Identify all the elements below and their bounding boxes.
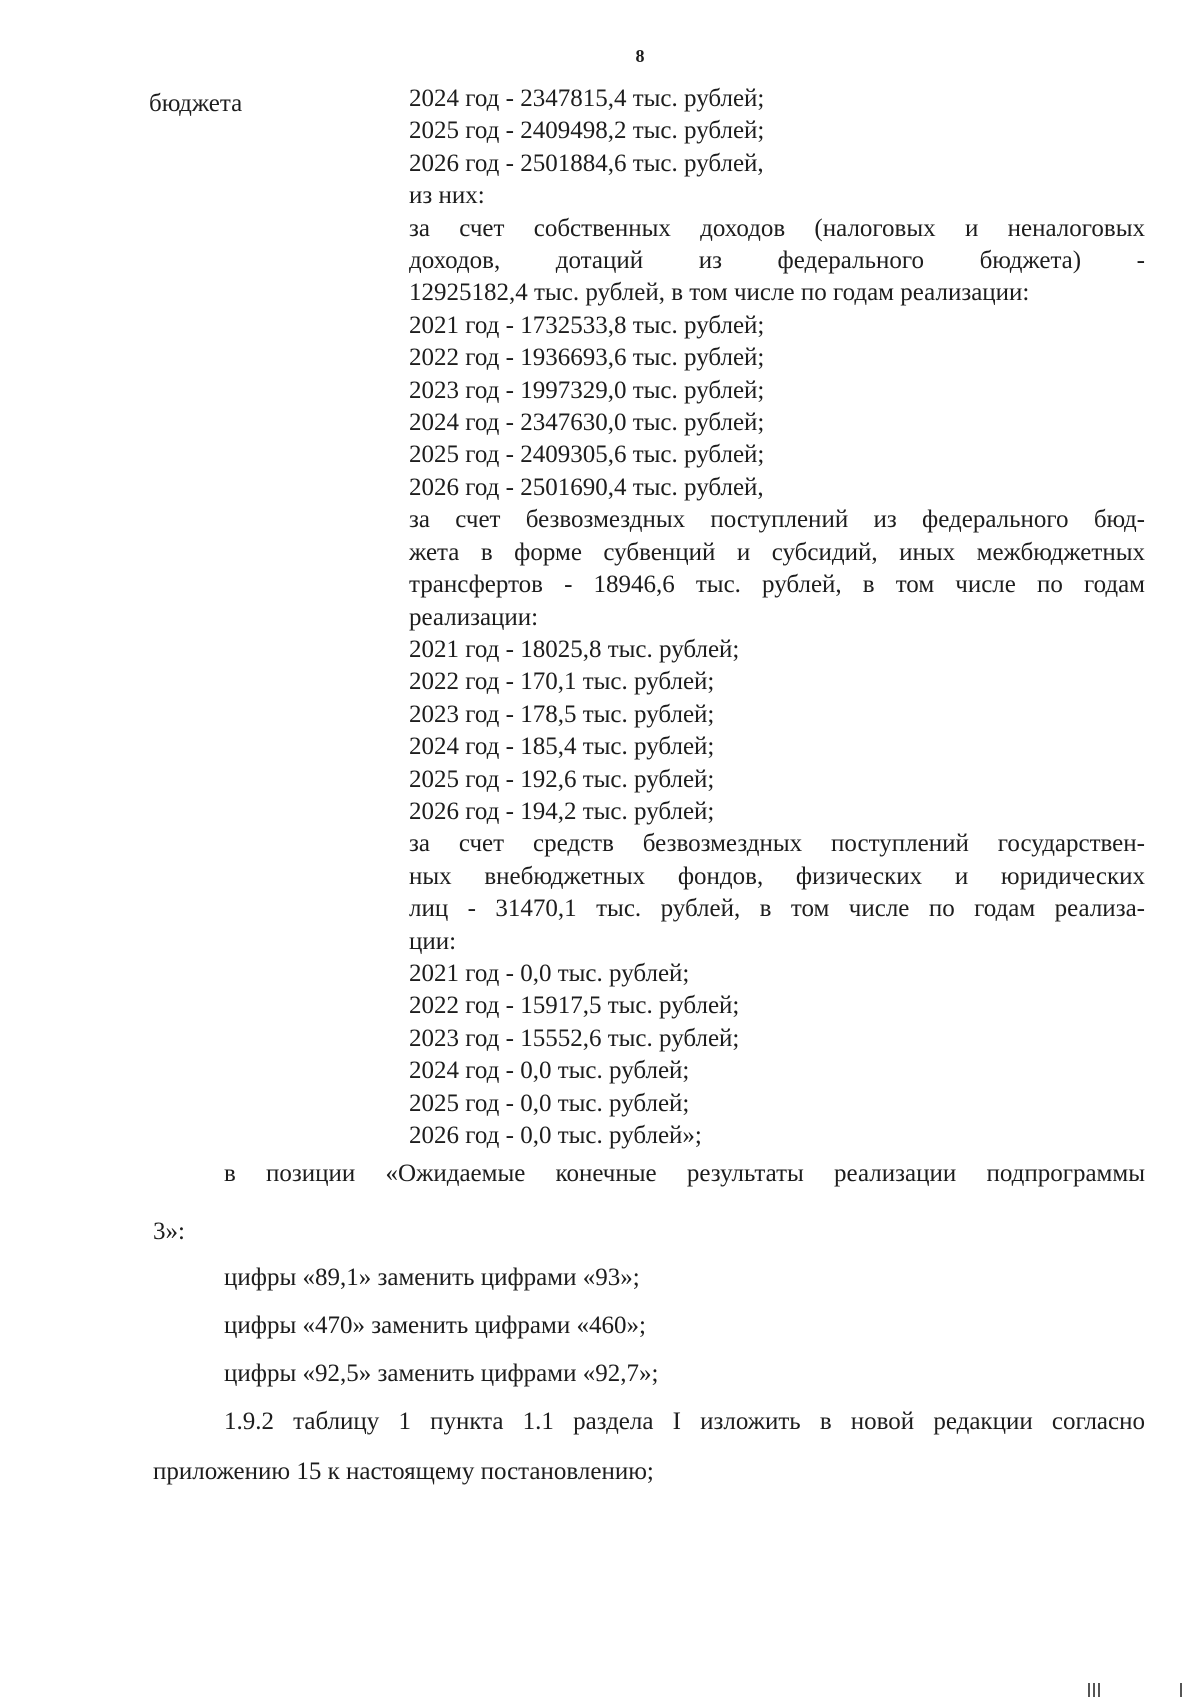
year-line: 2025 год - 192,6 тыс. рублей;: [409, 765, 715, 793]
scan-edge-mark: [1088, 1683, 1090, 1697]
year-line: 2023 год - 1997329,0 тыс. рублей;: [409, 376, 765, 404]
year-line: 2023 год - 178,5 тыс. рублей;: [409, 700, 715, 728]
item-paragraph-line-2: приложению 15 к настоящему постановлению;: [153, 1458, 654, 1485]
extrabudgetary-funds-section: [409, 828, 1145, 1152]
year-line: 2024 год - 2347630,0 тыс. рублей;: [409, 409, 765, 437]
year-line: 2026 год - 2501690,4 тыс. рублей,: [409, 473, 764, 501]
text-line: за счет средств безвозмездных поступлений государствен-: [409, 830, 1145, 858]
left-column-label: бюджета: [149, 90, 243, 117]
year-line: 2024 год - 0,0 тыс. рублей;: [409, 1057, 690, 1085]
year-line: 2022 год - 1936693,6 тыс. рублей;: [409, 344, 765, 372]
total-budget-lines: [409, 83, 1145, 213]
replacement-item: цифры «470» заменить цифрами «460»;: [224, 1312, 646, 1339]
replacement-item: цифры «89,1» заменить цифрами «93»;: [224, 1264, 640, 1291]
position-paragraph-line-1: в позиции «Ожидаемые конечные результаты реализации подпрограммы: [224, 1160, 1145, 1187]
text-line: лиц - 31470,1 тыс. рублей, в том числе по годам реализа-: [409, 895, 1145, 923]
financing-details-column: [409, 83, 1145, 1152]
year-line: 2023 год - 15552,6 тыс. рублей;: [409, 1024, 740, 1052]
year-line: 2025 год - 0,0 тыс. рублей;: [409, 1089, 690, 1117]
text-line: 2025 год - 2409498,2 тыс. рублей;: [409, 117, 765, 145]
year-line: 2026 год - 194,2 тыс. рублей;: [409, 797, 715, 825]
text-line: трансфертов - 18946,6 тыс. рублей, в том числе по годам: [409, 571, 1145, 599]
item-paragraph-line-1: 1.9.2 таблицу 1 пункта 1.1 раздела I изложить в новой редакции согласно: [224, 1408, 1145, 1435]
text-line: 2026 год - 2501884,6 тыс. рублей,: [409, 149, 764, 177]
scan-edge-mark: [1093, 1683, 1095, 1697]
year-line: 2025 год - 2409305,6 тыс. рублей;: [409, 441, 765, 469]
year-line: 2021 год - 0,0 тыс. рублей;: [409, 959, 690, 987]
federal-transfers-section: [409, 504, 1145, 828]
text-line: ции:: [409, 927, 457, 955]
text-line: за счет безвозмездных поступлений из федерального бюд-: [409, 506, 1145, 534]
year-line: 2021 год - 1732533,8 тыс. рублей;: [409, 311, 765, 339]
text-line: ных внебюджетных фондов, физических и юридических: [409, 862, 1145, 890]
page-number: 8: [635, 46, 645, 66]
year-line: 2021 год - 18025,8 тыс. рублей;: [409, 635, 740, 663]
replacement-item: цифры «92,5» заменить цифрами «92,7»;: [224, 1360, 659, 1387]
text-line: за счет собственных доходов (налоговых и неналоговых: [409, 214, 1145, 242]
position-paragraph-line-2: 3»:: [153, 1218, 185, 1245]
text-line: жета в форме субвенций и субсидий, иных межбюджетных: [409, 538, 1145, 566]
scan-edge-mark: [1180, 1683, 1182, 1697]
year-line: 2022 год - 170,1 тыс. рублей;: [409, 668, 715, 696]
scan-edge-mark: [1098, 1683, 1100, 1697]
text-line: 2024 год - 2347815,4 тыс. рублей;: [409, 85, 765, 112]
year-line: 2022 год - 15917,5 тыс. рублей;: [409, 992, 740, 1020]
text-line: реализации:: [409, 603, 539, 631]
own-revenue-section: [409, 213, 1145, 505]
year-line: 2024 год - 185,4 тыс. рублей;: [409, 733, 715, 761]
text-line: 12925182,4 тыс. рублей, в том числе по годам реализации:: [409, 279, 1030, 307]
text-line: доходов, дотаций из федерального бюджета) -: [409, 247, 1145, 275]
text-line: из них:: [409, 182, 485, 210]
year-line: 2026 год - 0,0 тыс. рублей»;: [409, 1122, 702, 1149]
